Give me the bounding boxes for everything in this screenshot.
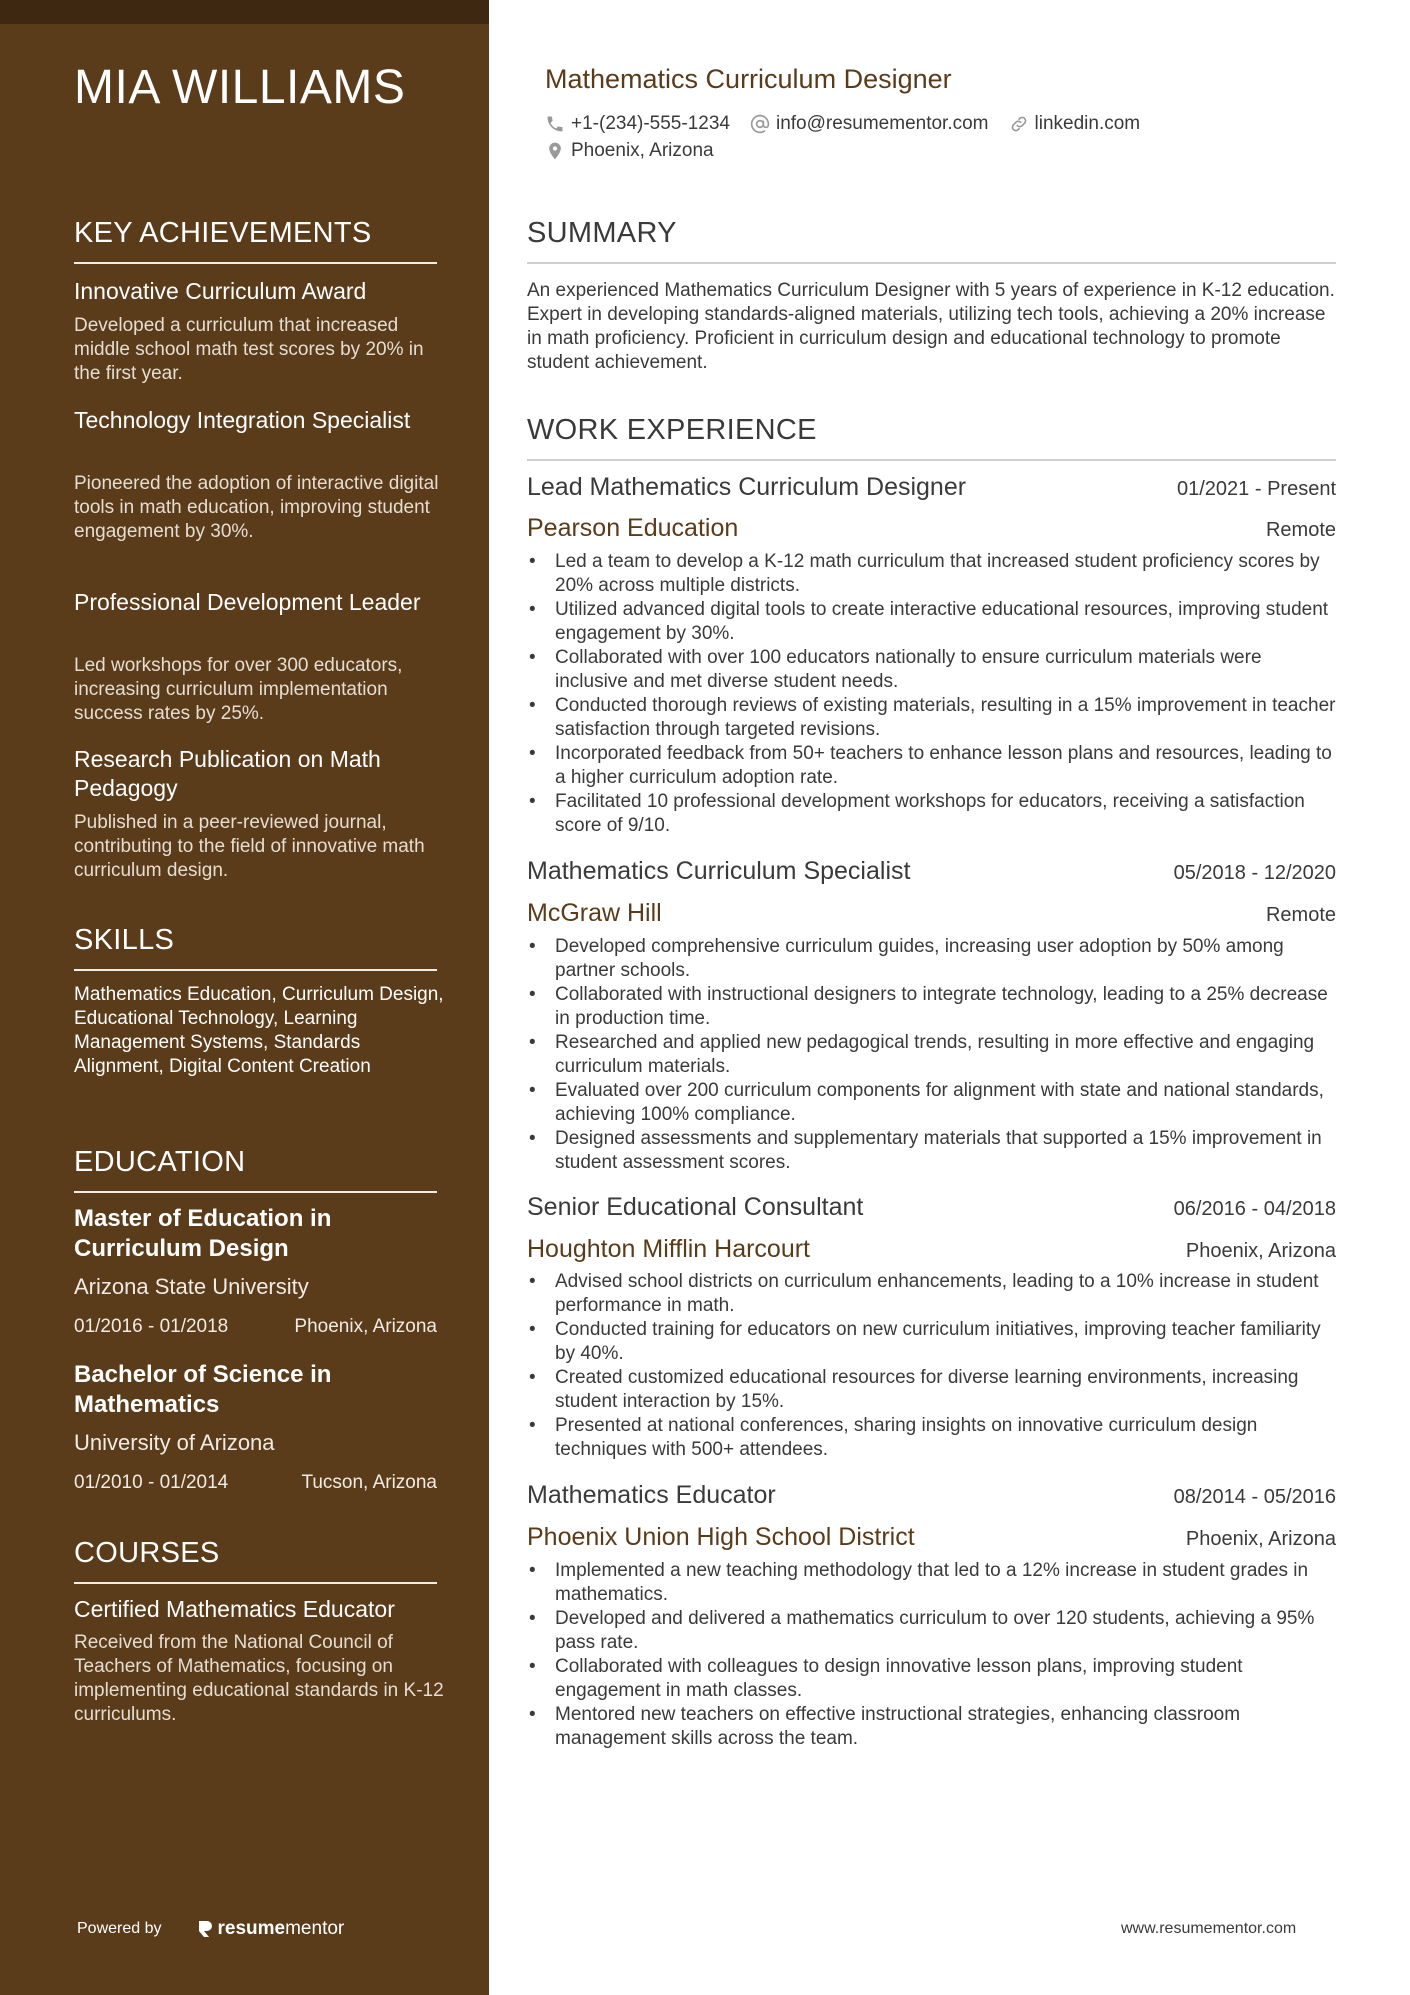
location-pin-icon bbox=[545, 141, 565, 161]
education-school: University of Arizona bbox=[74, 1430, 275, 1455]
contact-phone[interactable] bbox=[545, 113, 730, 135]
job-title: Mathematics Curriculum Specialist bbox=[527, 857, 911, 885]
sidebar-top-band bbox=[0, 0, 489, 24]
job-company: Pearson Education bbox=[527, 514, 739, 542]
job-bullet: • Designed assessments and supplementary materials that supported a 15% improvement in student assessment scores. bbox=[527, 1127, 1336, 1175]
powered-by bbox=[77, 1918, 344, 1940]
job-bullet: • Conducted thorough reviews of existing materials, resulting in a 15% improvement in teacher satisfaction through targeted revisions. bbox=[527, 694, 1336, 742]
candidate-name: MIA WILLIAMS bbox=[74, 61, 406, 114]
job-company: Houghton Mifflin Harcourt bbox=[527, 1235, 811, 1263]
job-bullet: • Evaluated over 200 curriculum components for alignment with state and national standards, achieving 100% compliance. bbox=[527, 1079, 1336, 1127]
education-heading: EDUCATION bbox=[74, 1146, 437, 1193]
phone-icon bbox=[545, 114, 565, 134]
resumementor-logo-icon bbox=[196, 1919, 214, 1939]
job-bullets bbox=[527, 550, 1336, 838]
job-bullet: • Conducted training for educators on new curriculum initiatives, improving teacher familiarity by 40%. bbox=[527, 1318, 1336, 1366]
job-title: Lead Mathematics Curriculum Designer bbox=[527, 473, 967, 501]
job-bullets bbox=[527, 935, 1336, 1175]
logo-text-bold: resume bbox=[217, 1918, 286, 1939]
education-degree: Master of Education in Curriculum Design bbox=[74, 1205, 332, 1262]
job-bullets bbox=[527, 1270, 1336, 1462]
skills-list: Mathematics Education, Curriculum Design, Educational Technology, Learning Management Systems, Standards Alignment, Digital Content Creation bbox=[74, 984, 444, 1077]
job-dates: 06/2016 - 04/2018 bbox=[1173, 1198, 1336, 1220]
education-degree: Bachelor of Science in Mathematics bbox=[74, 1361, 332, 1418]
job-location: Phoenix, Arizona bbox=[1185, 1240, 1336, 1262]
education-meta bbox=[74, 1316, 437, 1338]
job-company: McGraw Hill bbox=[527, 899, 662, 927]
job-bullets bbox=[527, 1559, 1336, 1751]
achievement-title: Professional Development Leader bbox=[74, 589, 421, 615]
linkedin-text: linkedin.com bbox=[1034, 113, 1141, 134]
job-bullet: • Created customized educational resources for diverse learning environments, increasing student interaction by 15%. bbox=[527, 1366, 1336, 1414]
job-location: Phoenix, Arizona bbox=[1185, 1528, 1336, 1550]
phone-text: +1-(234)-555-1234 bbox=[571, 113, 730, 134]
achievement-desc: Led workshops for over 300 educators, increasing curriculum implementation success rates by 25%. bbox=[74, 655, 403, 724]
job-dates: 05/2018 - 12/2020 bbox=[1173, 862, 1336, 884]
achievement-title: Innovative Curriculum Award bbox=[74, 278, 367, 304]
contact-email[interactable] bbox=[750, 113, 989, 135]
footer-url[interactable]: www.resumementor.com bbox=[1121, 1920, 1297, 1937]
job-subheader bbox=[527, 514, 1336, 543]
courses-heading: COURSES bbox=[74, 1537, 437, 1584]
job-dates: 01/2021 - Present bbox=[1177, 478, 1336, 500]
job-location: Remote bbox=[1265, 519, 1336, 541]
job-bullet: • Collaborated with colleagues to design innovative lesson plans, improving student engagement in math classes. bbox=[527, 1655, 1336, 1703]
education-location: Tucson, Arizona bbox=[301, 1472, 437, 1493]
job-header bbox=[527, 857, 1336, 886]
job-bullet: • Led a team to develop a K-12 math curriculum that increased student proficiency scores by 20% across multiple districts. bbox=[527, 550, 1336, 598]
education-location: Phoenix, Arizona bbox=[294, 1316, 437, 1337]
sidebar bbox=[0, 0, 489, 1995]
course-title: Certified Mathematics Educator bbox=[74, 1596, 395, 1622]
logo-text-rest: mentor bbox=[285, 1918, 345, 1939]
job-subheader bbox=[527, 1523, 1336, 1552]
job-bullet: • Developed comprehensive curriculum guides, increasing user adoption by 50% among partner schools. bbox=[527, 935, 1336, 983]
job-dates: 08/2014 - 05/2016 bbox=[1173, 1486, 1336, 1508]
headline: Mathematics Curriculum Designer bbox=[545, 64, 952, 94]
job-bullet: • Advised school districts on curriculum enhancements, leading to a 10% increase in student performance in math. bbox=[527, 1270, 1336, 1318]
job-bullet: • Utilized advanced digital tools to create interactive educational resources, improving student engagement by 30%. bbox=[527, 598, 1336, 646]
achievement-desc: Pioneered the adoption of interactive digital tools in math education, improving student engagement by 30%. bbox=[74, 473, 439, 542]
achievement-desc: Published in a peer-reviewed journal, contributing to the field of innovative math curriculum design. bbox=[74, 812, 425, 881]
job-subheader bbox=[527, 899, 1336, 928]
job-subheader bbox=[527, 1235, 1336, 1264]
course-desc: Received from the National Council of Teachers of Mathematics, focusing on implementing educational standards in K-12 curriculums. bbox=[74, 1632, 444, 1725]
powered-by-label: Powered by bbox=[77, 1920, 162, 1937]
job-bullet: • Collaborated with over 100 educators nationally to ensure curriculum materials were inclusive and met diverse student needs. bbox=[527, 646, 1336, 694]
job-bullet: • Incorporated feedback from 50+ teachers to enhance lesson plans and resources, leading to a higher curriculum adoption rate. bbox=[527, 742, 1336, 790]
job-bullet: • Presented at national conferences, sharing insights on innovative curriculum design techniques with 500+ attendees. bbox=[527, 1414, 1336, 1462]
job-header bbox=[527, 473, 1336, 502]
location-text: Phoenix, Arizona bbox=[571, 140, 714, 161]
job-bullet: • Researched and applied new pedagogical trends, resulting in more effective and engaging curriculum materials. bbox=[527, 1031, 1336, 1079]
experience-heading: WORK EXPERIENCE bbox=[527, 414, 1336, 461]
achievement-title: Research Publication on Math Pedagogy bbox=[74, 746, 381, 801]
education-meta bbox=[74, 1472, 437, 1494]
job-header bbox=[527, 1193, 1336, 1222]
achievement-title: Technology Integration Specialist bbox=[74, 407, 411, 433]
achievements-heading: KEY ACHIEVEMENTS bbox=[74, 217, 437, 264]
job-bullet: • Collaborated with instructional designers to integrate technology, leading to a 25% decrease in production time. bbox=[527, 983, 1336, 1031]
skills-heading: SKILLS bbox=[74, 924, 437, 971]
resumementor-logo[interactable] bbox=[196, 1918, 345, 1940]
contact-row-2 bbox=[545, 140, 714, 162]
contact-location bbox=[545, 140, 714, 162]
job-bullet: • Mentored new teachers on effective instructional strategies, enhancing classroom management skills across the team. bbox=[527, 1703, 1336, 1751]
job-location: Remote bbox=[1265, 904, 1336, 926]
education-dates: 01/2010 - 01/2014 bbox=[74, 1472, 229, 1493]
summary-text: An experienced Mathematics Curriculum Designer with 5 years of experience in K-12 education. Expert in developing standards-aligned materials, utilizing tech tools, achieving a 20% increase in math proficiency. Proficient in curriculum design and educational technology to promote student achievement. bbox=[527, 280, 1335, 373]
achievement-desc: Developed a curriculum that increased middle school math test scores by 20% in the first year. bbox=[74, 315, 424, 384]
at-icon bbox=[750, 114, 770, 134]
job-bullet: • Implemented a new teaching methodology that led to a 12% increase in student grades in mathematics. bbox=[527, 1559, 1336, 1607]
job-bullet: • Developed and delivered a mathematics curriculum to over 120 students, achieving a 95% pass rate. bbox=[527, 1607, 1336, 1655]
email-text: info@resumementor.com bbox=[775, 113, 989, 134]
education-school: Arizona State University bbox=[74, 1274, 309, 1299]
job-bullet: • Facilitated 10 professional development workshops for educators, receiving a satisfaction score of 9/10. bbox=[527, 790, 1336, 838]
contact-linkedin[interactable] bbox=[1009, 113, 1141, 135]
summary-heading: SUMMARY bbox=[527, 217, 1336, 264]
education-dates: 01/2016 - 01/2018 bbox=[74, 1316, 229, 1337]
job-title: Mathematics Educator bbox=[527, 1481, 776, 1509]
job-header bbox=[527, 1481, 1336, 1510]
job-company: Phoenix Union High School District bbox=[527, 1523, 915, 1551]
link-icon bbox=[1009, 114, 1029, 134]
job-title: Senior Educational Consultant bbox=[527, 1193, 864, 1221]
contact-row bbox=[545, 113, 1140, 135]
